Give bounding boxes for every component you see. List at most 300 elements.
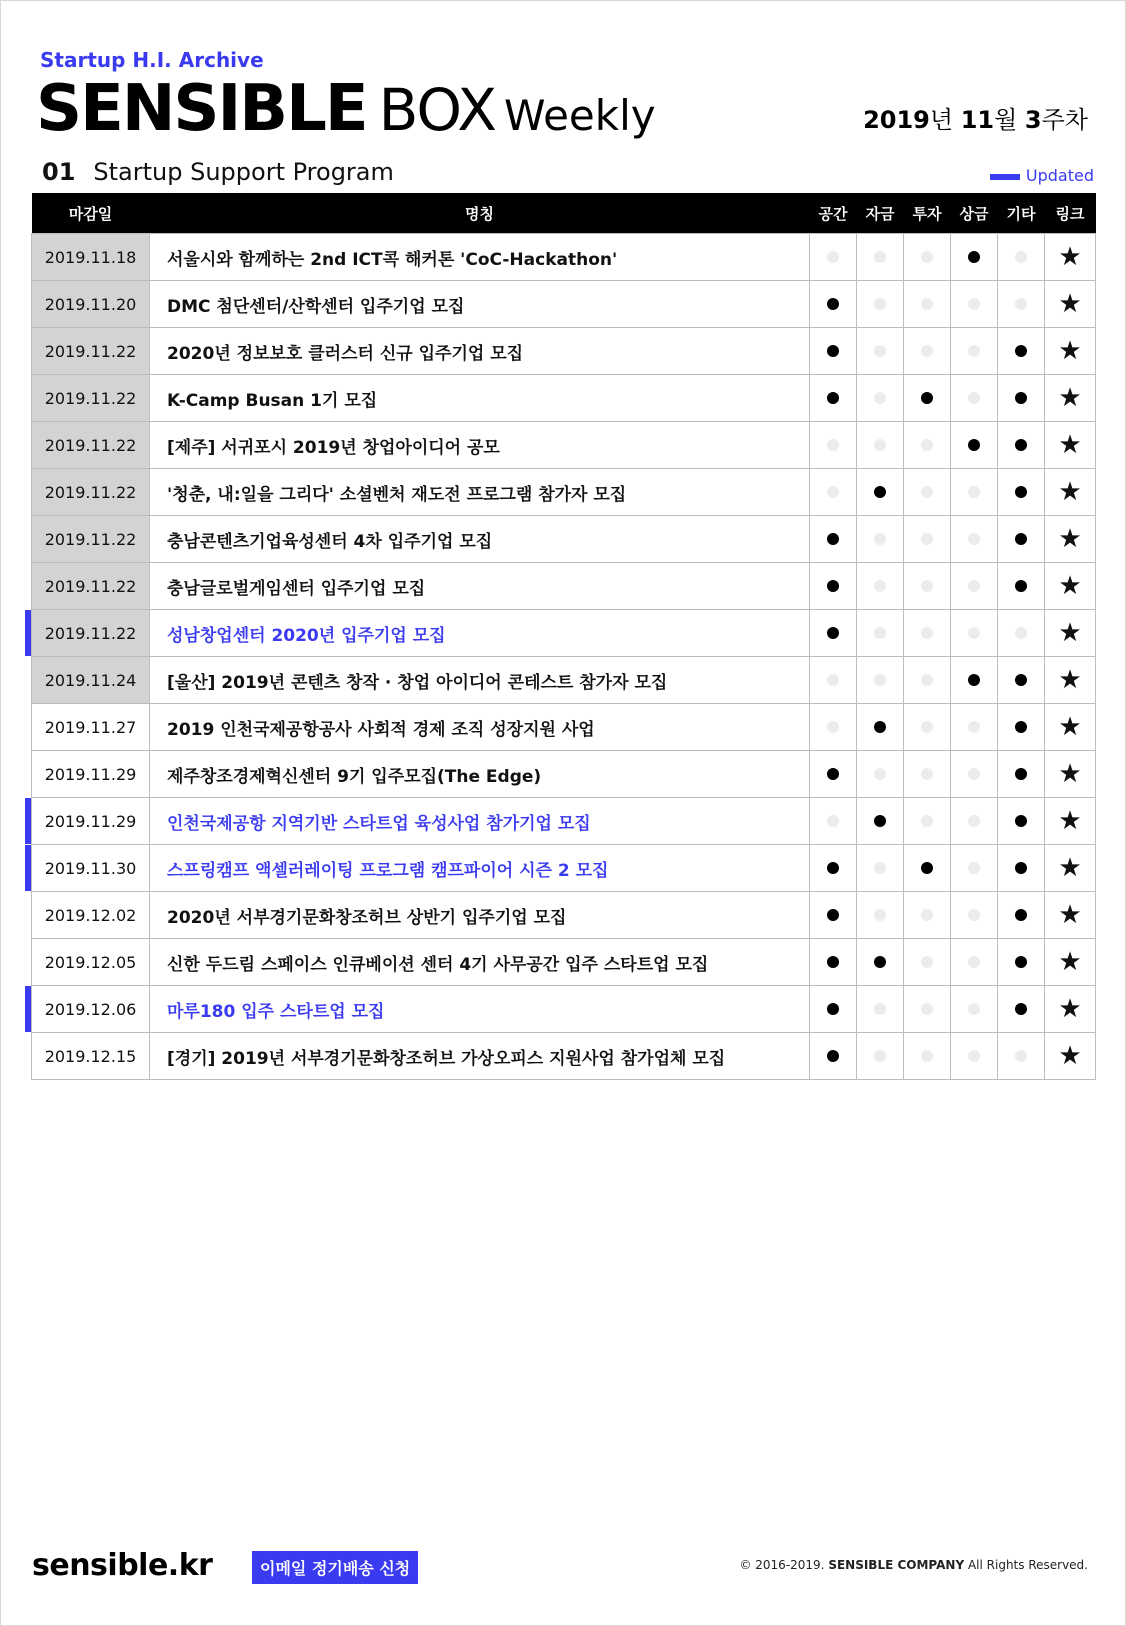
space-mark-cell bbox=[810, 328, 857, 375]
funding-mark-cell bbox=[857, 892, 904, 939]
space-mark-cell bbox=[810, 751, 857, 798]
star-icon[interactable]: ★ bbox=[1058, 806, 1082, 836]
space-mark-cell bbox=[810, 469, 857, 516]
space-mark-cell bbox=[810, 563, 857, 610]
updated-legend bbox=[990, 166, 1094, 185]
empty-dot-icon bbox=[921, 345, 933, 357]
empty-dot-icon bbox=[968, 627, 980, 639]
link-cell[interactable] bbox=[1045, 563, 1096, 610]
empty-dot-icon bbox=[921, 721, 933, 733]
empty-dot-icon bbox=[874, 580, 886, 592]
filled-dot-icon bbox=[827, 533, 839, 545]
space-mark-cell bbox=[810, 704, 857, 751]
empty-dot-icon bbox=[874, 909, 886, 921]
empty-dot-icon bbox=[874, 768, 886, 780]
program-name-cell: 2019 인천국제공항공사 사회적 경제 조직 성장지원 사업 bbox=[150, 704, 810, 751]
program-name-cell: [제주] 서귀포시 2019년 창업아이디어 공모 bbox=[150, 422, 810, 469]
filled-dot-icon bbox=[827, 627, 839, 639]
prize-mark-cell bbox=[951, 234, 998, 281]
table-row bbox=[32, 1033, 1096, 1080]
investment-mark-cell bbox=[904, 704, 951, 751]
other-mark-cell bbox=[998, 422, 1045, 469]
updated-legend-swatch bbox=[990, 174, 1020, 180]
deadline-cell: 2019.11.22 bbox=[32, 469, 150, 516]
column-header-name: 명칭 bbox=[150, 193, 810, 234]
link-cell[interactable] bbox=[1045, 234, 1096, 281]
link-cell[interactable] bbox=[1045, 422, 1096, 469]
empty-dot-icon bbox=[968, 862, 980, 874]
filled-dot-icon bbox=[827, 909, 839, 921]
star-icon[interactable]: ★ bbox=[1058, 900, 1082, 930]
table-header-row bbox=[32, 193, 1096, 234]
copyright-company: SENSIBLE COMPANY bbox=[828, 1558, 965, 1572]
table-row bbox=[32, 657, 1096, 704]
prize-mark-cell bbox=[951, 657, 998, 704]
funding-mark-cell bbox=[857, 281, 904, 328]
space-mark-cell bbox=[810, 281, 857, 328]
empty-dot-icon bbox=[827, 251, 839, 263]
table-row bbox=[32, 281, 1096, 328]
investment-mark-cell bbox=[904, 610, 951, 657]
star-icon[interactable]: ★ bbox=[1058, 242, 1082, 272]
link-cell[interactable] bbox=[1045, 704, 1096, 751]
empty-dot-icon bbox=[1015, 627, 1027, 639]
empty-dot-icon bbox=[827, 815, 839, 827]
other-mark-cell bbox=[998, 657, 1045, 704]
investment-mark-cell bbox=[904, 328, 951, 375]
prize-mark-cell bbox=[951, 751, 998, 798]
funding-mark-cell bbox=[857, 328, 904, 375]
table-row bbox=[32, 469, 1096, 516]
empty-dot-icon bbox=[921, 533, 933, 545]
deadline-cell: 2019.11.22 bbox=[32, 563, 150, 610]
other-mark-cell bbox=[998, 328, 1045, 375]
section-heading bbox=[42, 158, 394, 186]
link-cell[interactable] bbox=[1045, 939, 1096, 986]
empty-dot-icon bbox=[921, 251, 933, 263]
filled-dot-icon bbox=[874, 956, 886, 968]
space-mark-cell bbox=[810, 422, 857, 469]
program-name-cell: [울산] 2019년 콘텐츠 창작 · 창업 아이디어 콘테스트 참가자 모집 bbox=[150, 657, 810, 704]
deadline-cell: 2019.11.18 bbox=[32, 234, 150, 281]
empty-dot-icon bbox=[874, 1050, 886, 1062]
empty-dot-icon bbox=[921, 439, 933, 451]
link-cell[interactable] bbox=[1045, 986, 1096, 1033]
star-icon[interactable]: ★ bbox=[1058, 712, 1082, 742]
empty-dot-icon bbox=[968, 721, 980, 733]
prize-mark-cell bbox=[951, 281, 998, 328]
filled-dot-icon bbox=[968, 251, 980, 263]
program-table bbox=[31, 193, 1096, 1080]
prize-mark-cell bbox=[951, 845, 998, 892]
star-icon[interactable]: ★ bbox=[1058, 524, 1082, 554]
investment-mark-cell bbox=[904, 798, 951, 845]
other-mark-cell bbox=[998, 563, 1045, 610]
empty-dot-icon bbox=[874, 439, 886, 451]
week-year: 2019 bbox=[863, 106, 930, 134]
program-name-cell: DMC 첨단센터/산학센터 입주기업 모집 bbox=[150, 281, 810, 328]
table-row bbox=[32, 516, 1096, 563]
empty-dot-icon bbox=[1015, 251, 1027, 263]
program-name-cell: 2020년 정보보호 클러스터 신규 입주기업 모집 bbox=[150, 328, 810, 375]
table-row bbox=[32, 798, 1096, 845]
investment-mark-cell bbox=[904, 845, 951, 892]
other-mark-cell bbox=[998, 751, 1045, 798]
table-row bbox=[32, 751, 1096, 798]
filled-dot-icon bbox=[1015, 721, 1027, 733]
funding-mark-cell bbox=[857, 375, 904, 422]
space-mark-cell bbox=[810, 516, 857, 563]
filled-dot-icon bbox=[968, 674, 980, 686]
empty-dot-icon bbox=[968, 909, 980, 921]
deadline-cell: 2019.12.02 bbox=[32, 892, 150, 939]
empty-dot-icon bbox=[968, 533, 980, 545]
empty-dot-icon bbox=[921, 486, 933, 498]
section-number: 01 bbox=[42, 158, 76, 186]
deadline-cell: 2019.11.29 bbox=[32, 751, 150, 798]
link-cell[interactable] bbox=[1045, 375, 1096, 422]
empty-dot-icon bbox=[827, 439, 839, 451]
link-cell[interactable] bbox=[1045, 657, 1096, 704]
program-name-cell: 서울시와 함께하는 2nd ICT콕 해커톤 'CoC-Hackathon' bbox=[150, 234, 810, 281]
funding-mark-cell bbox=[857, 563, 904, 610]
empty-dot-icon bbox=[968, 1050, 980, 1062]
empty-dot-icon bbox=[968, 956, 980, 968]
other-mark-cell bbox=[998, 939, 1045, 986]
other-mark-cell bbox=[998, 375, 1045, 422]
filled-dot-icon bbox=[874, 486, 886, 498]
star-icon[interactable]: ★ bbox=[1058, 994, 1082, 1024]
prize-mark-cell bbox=[951, 469, 998, 516]
star-icon[interactable]: ★ bbox=[1058, 571, 1082, 601]
week-number-unit: 주차 bbox=[1041, 106, 1088, 134]
filled-dot-icon bbox=[827, 862, 839, 874]
table-row bbox=[32, 422, 1096, 469]
link-cell[interactable] bbox=[1045, 469, 1096, 516]
filled-dot-icon bbox=[874, 721, 886, 733]
investment-mark-cell bbox=[904, 939, 951, 986]
prize-mark-cell bbox=[951, 939, 998, 986]
prize-mark-cell bbox=[951, 328, 998, 375]
link-cell[interactable] bbox=[1045, 892, 1096, 939]
program-name-cell: '청춘, 내:일을 그리다' 소셜벤처 재도전 프로그램 참가자 모집 bbox=[150, 469, 810, 516]
filled-dot-icon bbox=[1015, 674, 1027, 686]
filled-dot-icon bbox=[1015, 439, 1027, 451]
empty-dot-icon bbox=[968, 298, 980, 310]
investment-mark-cell bbox=[904, 1033, 951, 1080]
empty-dot-icon bbox=[921, 815, 933, 827]
funding-mark-cell bbox=[857, 422, 904, 469]
star-icon[interactable]: ★ bbox=[1058, 618, 1082, 648]
filled-dot-icon bbox=[1015, 815, 1027, 827]
star-icon[interactable]: ★ bbox=[1058, 336, 1082, 366]
filled-dot-icon bbox=[1015, 862, 1027, 874]
week-month: 11 bbox=[960, 106, 995, 134]
table-row bbox=[32, 845, 1096, 892]
funding-mark-cell bbox=[857, 610, 904, 657]
filled-dot-icon bbox=[921, 862, 933, 874]
empty-dot-icon bbox=[827, 674, 839, 686]
filled-dot-icon bbox=[874, 815, 886, 827]
funding-mark-cell bbox=[857, 469, 904, 516]
link-cell[interactable] bbox=[1045, 610, 1096, 657]
filled-dot-icon bbox=[1015, 1003, 1027, 1015]
investment-mark-cell bbox=[904, 469, 951, 516]
empty-dot-icon bbox=[921, 580, 933, 592]
table-row bbox=[32, 563, 1096, 610]
link-cell[interactable] bbox=[1045, 751, 1096, 798]
deadline-cell: 2019.11.22 bbox=[32, 422, 150, 469]
empty-dot-icon bbox=[968, 345, 980, 357]
star-icon[interactable]: ★ bbox=[1058, 477, 1082, 507]
empty-dot-icon bbox=[874, 1003, 886, 1015]
other-mark-cell bbox=[998, 704, 1045, 751]
filled-dot-icon bbox=[1015, 768, 1027, 780]
empty-dot-icon bbox=[968, 392, 980, 404]
investment-mark-cell bbox=[904, 234, 951, 281]
other-mark-cell bbox=[998, 469, 1045, 516]
prize-mark-cell bbox=[951, 798, 998, 845]
deadline-cell: 2019.11.20 bbox=[32, 281, 150, 328]
program-name-cell: 신한 두드림 스페이스 인큐베이션 센터 4기 사무공간 입주 스타트업 모집 bbox=[150, 939, 810, 986]
brand-box: BOX bbox=[378, 76, 497, 144]
filled-dot-icon bbox=[1015, 392, 1027, 404]
filled-dot-icon bbox=[1015, 486, 1027, 498]
empty-dot-icon bbox=[921, 1050, 933, 1062]
investment-mark-cell bbox=[904, 751, 951, 798]
table-row bbox=[32, 610, 1096, 657]
subscribe-button[interactable]: 이메일 정기배송 신청 bbox=[252, 1551, 418, 1584]
link-cell[interactable] bbox=[1045, 516, 1096, 563]
funding-mark-cell bbox=[857, 657, 904, 704]
empty-dot-icon bbox=[968, 1003, 980, 1015]
star-icon[interactable]: ★ bbox=[1058, 665, 1082, 695]
prize-mark-cell bbox=[951, 892, 998, 939]
star-icon[interactable]: ★ bbox=[1058, 430, 1082, 460]
program-name-cell: K-Camp Busan 1기 모집 bbox=[150, 375, 810, 422]
archive-label: Startup H.I. Archive bbox=[40, 48, 264, 72]
filled-dot-icon bbox=[1015, 909, 1027, 921]
deadline-cell: 2019.11.27 bbox=[32, 704, 150, 751]
empty-dot-icon bbox=[921, 768, 933, 780]
deadline-cell: 2019.12.05 bbox=[32, 939, 150, 986]
deadline-cell: 2019.11.29 bbox=[32, 798, 150, 845]
table-row bbox=[32, 892, 1096, 939]
copyright-rights: All Rights Reserved. bbox=[967, 1558, 1088, 1572]
other-mark-cell bbox=[998, 798, 1045, 845]
funding-mark-cell bbox=[857, 1033, 904, 1080]
section-title: Startup Support Program bbox=[93, 158, 394, 186]
table-body bbox=[32, 234, 1096, 1080]
space-mark-cell bbox=[810, 610, 857, 657]
table-row bbox=[32, 328, 1096, 375]
empty-dot-icon bbox=[827, 486, 839, 498]
empty-dot-icon bbox=[921, 627, 933, 639]
star-icon[interactable]: ★ bbox=[1058, 1041, 1082, 1071]
other-mark-cell bbox=[998, 845, 1045, 892]
empty-dot-icon bbox=[921, 298, 933, 310]
other-mark-cell bbox=[998, 1033, 1045, 1080]
filled-dot-icon bbox=[1015, 956, 1027, 968]
funding-mark-cell bbox=[857, 798, 904, 845]
funding-mark-cell bbox=[857, 986, 904, 1033]
star-icon[interactable]: ★ bbox=[1058, 759, 1082, 789]
empty-dot-icon bbox=[921, 674, 933, 686]
other-mark-cell bbox=[998, 234, 1045, 281]
filled-dot-icon bbox=[827, 1050, 839, 1062]
program-name-cell: [경기] 2019년 서부경기문화창조허브 가상오피스 지원사업 참가업체 모집 bbox=[150, 1033, 810, 1080]
column-header-funding: 자금 bbox=[857, 193, 904, 234]
filled-dot-icon bbox=[921, 392, 933, 404]
investment-mark-cell bbox=[904, 375, 951, 422]
funding-mark-cell bbox=[857, 939, 904, 986]
column-header-other: 기타 bbox=[998, 193, 1045, 234]
link-cell[interactable] bbox=[1045, 1033, 1096, 1080]
other-mark-cell bbox=[998, 610, 1045, 657]
week-month-unit: 월 bbox=[994, 106, 1018, 134]
deadline-cell: 2019.11.22 bbox=[32, 516, 150, 563]
empty-dot-icon bbox=[874, 627, 886, 639]
deadline-cell: 2019.11.22 bbox=[32, 375, 150, 422]
other-mark-cell bbox=[998, 281, 1045, 328]
table-row bbox=[32, 986, 1096, 1033]
funding-mark-cell bbox=[857, 845, 904, 892]
empty-dot-icon bbox=[827, 721, 839, 733]
filled-dot-icon bbox=[827, 580, 839, 592]
footer-logo[interactable]: sensible.kr bbox=[32, 1548, 213, 1583]
empty-dot-icon bbox=[874, 251, 886, 263]
deadline-cell: 2019.11.30 bbox=[32, 845, 150, 892]
empty-dot-icon bbox=[874, 674, 886, 686]
empty-dot-icon bbox=[968, 580, 980, 592]
space-mark-cell bbox=[810, 892, 857, 939]
filled-dot-icon bbox=[827, 392, 839, 404]
investment-mark-cell bbox=[904, 281, 951, 328]
star-icon[interactable]: ★ bbox=[1058, 383, 1082, 413]
deadline-cell: 2019.12.15 bbox=[32, 1033, 150, 1080]
filled-dot-icon bbox=[827, 1003, 839, 1015]
space-mark-cell bbox=[810, 798, 857, 845]
link-cell[interactable] bbox=[1045, 798, 1096, 845]
empty-dot-icon bbox=[1015, 1050, 1027, 1062]
empty-dot-icon bbox=[874, 533, 886, 545]
investment-mark-cell bbox=[904, 657, 951, 704]
brand-title bbox=[36, 72, 656, 146]
column-header-space: 공간 bbox=[810, 193, 857, 234]
link-cell[interactable] bbox=[1045, 328, 1096, 375]
copyright-prefix: © 2016-2019. bbox=[739, 1558, 825, 1572]
program-name-cell: 마루180 입주 스타트업 모집 bbox=[150, 986, 810, 1033]
prize-mark-cell bbox=[951, 516, 998, 563]
updated-legend-label: Updated bbox=[1025, 166, 1094, 185]
filled-dot-icon bbox=[827, 298, 839, 310]
brand-weekly: Weekly bbox=[504, 91, 656, 140]
space-mark-cell bbox=[810, 1033, 857, 1080]
link-cell[interactable] bbox=[1045, 845, 1096, 892]
deadline-cell: 2019.11.22 bbox=[32, 610, 150, 657]
empty-dot-icon bbox=[874, 345, 886, 357]
week-info bbox=[863, 100, 1088, 135]
other-mark-cell bbox=[998, 986, 1045, 1033]
empty-dot-icon bbox=[874, 298, 886, 310]
empty-dot-icon bbox=[874, 862, 886, 874]
copyright bbox=[739, 1558, 1088, 1572]
funding-mark-cell bbox=[857, 751, 904, 798]
filled-dot-icon bbox=[1015, 533, 1027, 545]
program-name-cell: 제주창조경제혁신센터 9기 입주모집(The Edge) bbox=[150, 751, 810, 798]
week-year-unit: 년 bbox=[929, 106, 954, 134]
program-name-cell: 충남글로벌게임센터 입주기업 모집 bbox=[150, 563, 810, 610]
space-mark-cell bbox=[810, 939, 857, 986]
table-row bbox=[32, 234, 1096, 281]
empty-dot-icon bbox=[968, 486, 980, 498]
table-row bbox=[32, 375, 1096, 422]
space-mark-cell bbox=[810, 986, 857, 1033]
filled-dot-icon bbox=[968, 439, 980, 451]
empty-dot-icon bbox=[921, 956, 933, 968]
filled-dot-icon bbox=[1015, 345, 1027, 357]
investment-mark-cell bbox=[904, 892, 951, 939]
column-header-link: 링크 bbox=[1045, 193, 1096, 234]
prize-mark-cell bbox=[951, 986, 998, 1033]
brand-bold: SENSIBLE bbox=[36, 72, 367, 146]
prize-mark-cell bbox=[951, 375, 998, 422]
filled-dot-icon bbox=[827, 345, 839, 357]
star-icon[interactable]: ★ bbox=[1058, 853, 1082, 883]
table-row bbox=[32, 704, 1096, 751]
funding-mark-cell bbox=[857, 704, 904, 751]
investment-mark-cell bbox=[904, 563, 951, 610]
empty-dot-icon bbox=[968, 815, 980, 827]
investment-mark-cell bbox=[904, 422, 951, 469]
week-number: 3 bbox=[1024, 106, 1042, 134]
filled-dot-icon bbox=[1015, 580, 1027, 592]
empty-dot-icon bbox=[921, 1003, 933, 1015]
prize-mark-cell bbox=[951, 704, 998, 751]
space-mark-cell bbox=[810, 375, 857, 422]
space-mark-cell bbox=[810, 234, 857, 281]
link-cell[interactable] bbox=[1045, 281, 1096, 328]
filled-dot-icon bbox=[827, 768, 839, 780]
deadline-cell: 2019.11.22 bbox=[32, 328, 150, 375]
space-mark-cell bbox=[810, 657, 857, 704]
table-row bbox=[32, 939, 1096, 986]
star-icon[interactable]: ★ bbox=[1058, 947, 1082, 977]
column-header-investment: 투자 bbox=[904, 193, 951, 234]
column-header-prize: 상금 bbox=[951, 193, 998, 234]
funding-mark-cell bbox=[857, 234, 904, 281]
empty-dot-icon bbox=[921, 909, 933, 921]
empty-dot-icon bbox=[968, 768, 980, 780]
empty-dot-icon bbox=[1015, 298, 1027, 310]
funding-mark-cell bbox=[857, 516, 904, 563]
prize-mark-cell bbox=[951, 422, 998, 469]
space-mark-cell bbox=[810, 845, 857, 892]
other-mark-cell bbox=[998, 892, 1045, 939]
program-name-cell: 인천국제공항 지역기반 스타트업 육성사업 참가기업 모집 bbox=[150, 798, 810, 845]
prize-mark-cell bbox=[951, 1033, 998, 1080]
program-name-cell: 성남창업센터 2020년 입주기업 모집 bbox=[150, 610, 810, 657]
deadline-cell: 2019.11.24 bbox=[32, 657, 150, 704]
deadline-cell: 2019.12.06 bbox=[32, 986, 150, 1033]
star-icon[interactable]: ★ bbox=[1058, 289, 1082, 319]
program-name-cell: 2020년 서부경기문화창조허브 상반기 입주기업 모집 bbox=[150, 892, 810, 939]
prize-mark-cell bbox=[951, 610, 998, 657]
filled-dot-icon bbox=[827, 956, 839, 968]
investment-mark-cell bbox=[904, 516, 951, 563]
other-mark-cell bbox=[998, 516, 1045, 563]
investment-mark-cell bbox=[904, 986, 951, 1033]
